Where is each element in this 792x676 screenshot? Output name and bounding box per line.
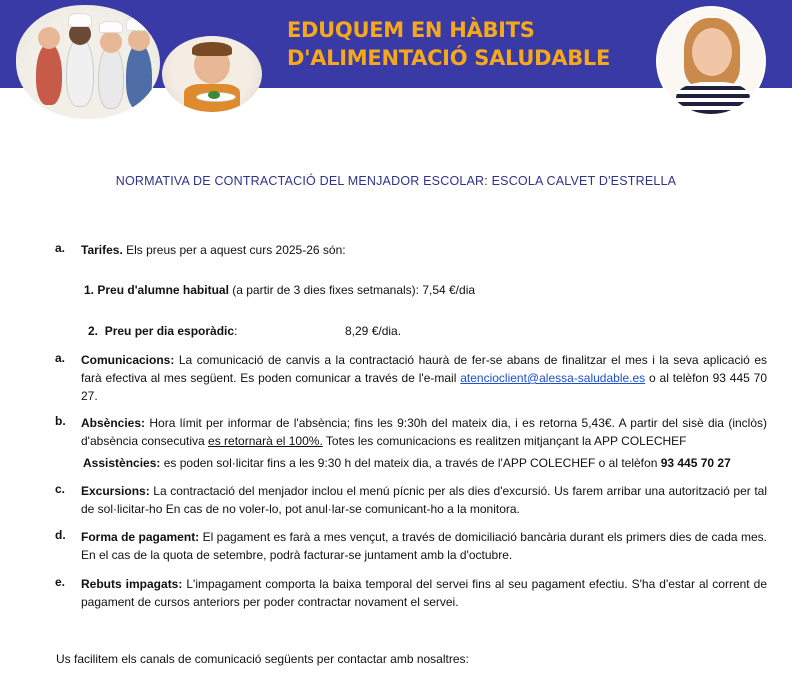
item-absencies — [55, 414, 767, 450]
item-text: L'impagament comporta la baixa temporal del servei fins al seu pagament efectiu. S'ha d'estar al corrent de pagament de cursos anteriors per poder contractar novament el servei. — [81, 577, 767, 609]
item-label: Tarifes. — [81, 243, 123, 257]
price-sporadic-label: Preu per dia esporàdic — [104, 324, 235, 338]
item-pagament — [55, 528, 767, 564]
child-figure — [98, 45, 124, 109]
item-excursions — [55, 482, 767, 518]
item-body — [81, 482, 767, 518]
item-comunicacions — [55, 351, 767, 405]
assistencies-label: Assistències: — [83, 456, 161, 470]
chef-hat — [68, 13, 92, 27]
price-regular — [84, 283, 475, 297]
item-letter: c. — [55, 482, 66, 496]
price-sporadic-num: 2. — [88, 324, 99, 338]
chef-hat — [126, 17, 152, 31]
contact-channels-intro: Us facilitem els canals de comunicació següents per contactar amb nosaltres: — [56, 652, 469, 666]
item-letter: b. — [55, 414, 66, 428]
item-body — [81, 241, 767, 259]
email-link[interactable]: atencioclient@alessa-saludable.es — [460, 371, 646, 385]
banner-title-line1: EDUQUEM EN HÀBITS — [287, 18, 535, 42]
item-text: Els preus per a aquest curs 2025-26 són: — [122, 243, 346, 257]
child-face — [38, 27, 60, 49]
chef-hat — [99, 21, 123, 33]
assistencies-phone: 93 445 70 27 — [660, 456, 731, 470]
banner-title-line2: D'ALIMENTACIÓ SALUDABLE — [287, 46, 611, 70]
banner-title — [287, 16, 610, 72]
boy-hair — [192, 42, 232, 56]
item-label: Rebuts impagats: — [81, 577, 183, 591]
item-letter: e. — [55, 575, 66, 589]
child-face — [128, 29, 150, 51]
item-body — [81, 351, 767, 405]
item-letter: a. — [55, 241, 66, 255]
item-label: Excursions: — [81, 484, 150, 498]
refund-underlined: es retornarà el 100%. — [208, 434, 323, 448]
item-text: La contractació del menjador inclou el menú pícnic per als dies d'excursió. Us farem arribar una autorització per tal de sol·licitar-ho En cas de no voler-lo, pot anul·lar-se comunicant-ho a la monitora. — [81, 484, 767, 516]
girl-face — [692, 28, 732, 76]
item-text: Totes les comunicacions es realitzen mitjançant la APP COLECHEF — [322, 434, 687, 448]
item-body — [81, 528, 767, 564]
item-letter: a. — [55, 351, 66, 365]
item-body — [81, 414, 767, 450]
price-sporadic-value: 8,29 €/dia. — [345, 324, 402, 338]
striped-shirt — [676, 82, 750, 116]
item-tarifes — [55, 241, 767, 259]
children-chefs-photo — [16, 5, 160, 119]
child-figure — [36, 43, 62, 105]
item-label: Comunicacions: — [81, 353, 175, 367]
item-text: Hora límit per informar de l'absència; fins les 9:30h del mateix dia, i es retorna 5,43€. A partir del sisè dia (inclòs) d'absència consecutiva — [81, 416, 767, 448]
item-label: Absències: — [81, 416, 146, 430]
assistencies-line — [83, 454, 773, 472]
broccoli-icon — [208, 91, 220, 99]
document-title: NORMATIVA DE CONTRACTACIÓ DEL MENJADOR ESCOLAR: ESCOLA CALVET D'ESTRELLA — [115, 174, 677, 188]
assistencies-text: es poden sol·licitar fins a les 9:30 h del mateix dia, a través de l'APP COLECHEF o al telèfon — [160, 456, 661, 470]
girl-portrait-photo — [656, 6, 766, 116]
item-rebuts — [55, 575, 767, 611]
price-sporadic — [88, 324, 237, 338]
boy-eating-photo — [162, 36, 262, 112]
item-label: Forma de pagament: — [81, 530, 200, 544]
child-face — [100, 31, 122, 53]
price-regular-num: 1. — [84, 283, 95, 297]
child-figure — [66, 37, 94, 107]
item-text: El pagament es farà a mes vençut, a través de domiciliació bancària durant els primers dies de cada mes. En el cas de la quota de setembre, podrà facturar-se juntament amb la d'octubre. — [81, 530, 767, 562]
item-letter: d. — [55, 528, 66, 542]
price-sporadic-colon: : — [234, 324, 238, 338]
item-text: o al telèfon 93 445 70 27. — [81, 371, 767, 403]
child-figure — [126, 43, 152, 109]
price-regular-label: Preu d'alumne habitual — [97, 283, 229, 297]
item-text: La comunicació de canvis a la contractació haurà de fer-se abans de finalitzar el mes i la seva aplicació es farà efectiva al mes següent. Es poden comunicar a través de l'e-mail — [81, 353, 767, 385]
item-body — [81, 575, 767, 611]
price-regular-text: (a partir de 3 dies fixes setmanals): 7,54 €/dia — [228, 283, 476, 297]
